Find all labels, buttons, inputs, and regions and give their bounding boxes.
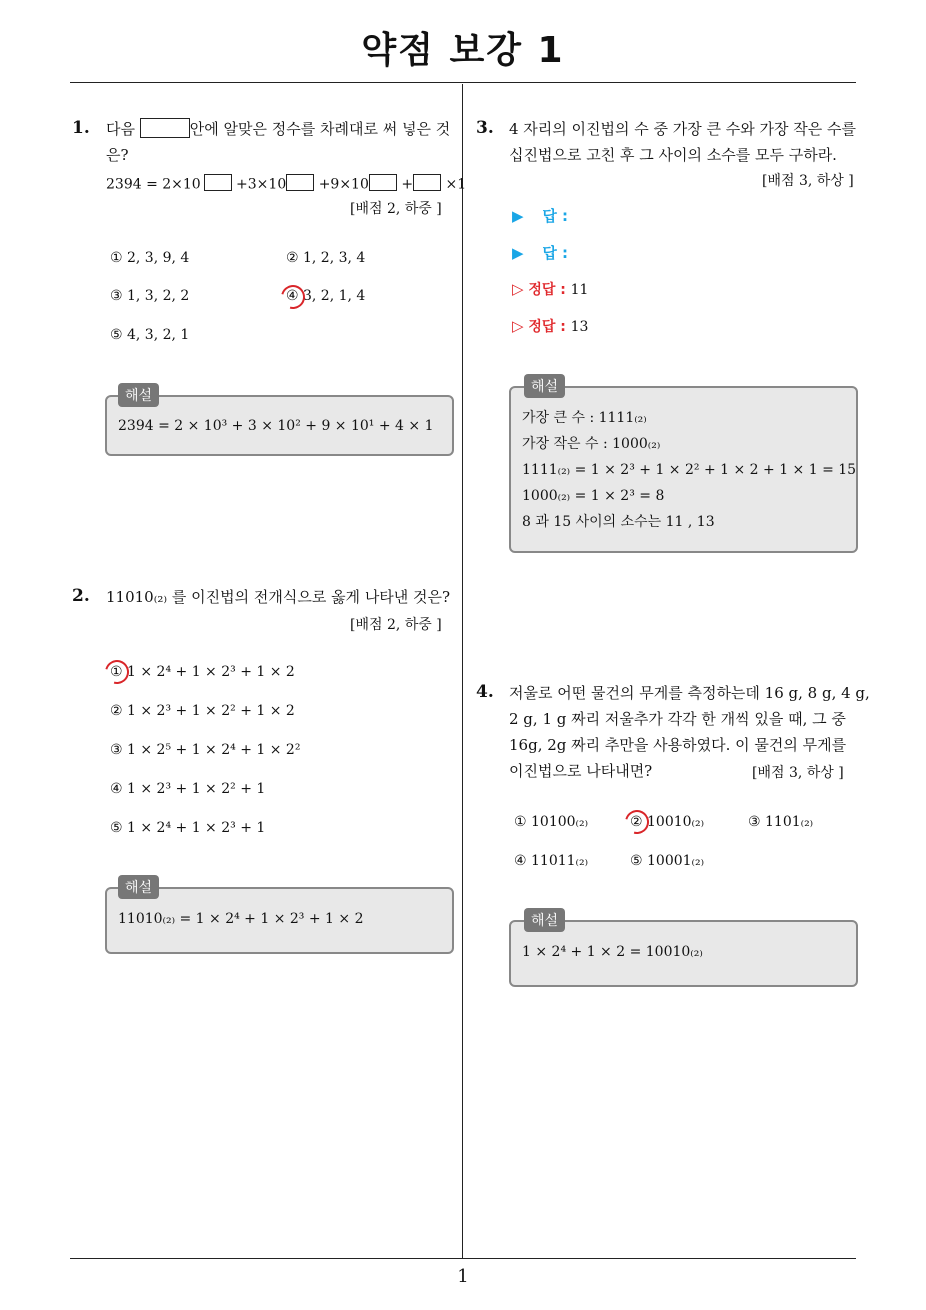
- question-text-cont: 이진법으로 나타내면?: [509, 762, 653, 780]
- question-number: 2.: [72, 586, 90, 606]
- option-5[interactable]: ⑤ 10001₍₂₎: [630, 853, 705, 869]
- question-text-cont: 2 g, 1 g 짜리 저울추가 각각 한 개씩 있을 때, 그 중: [509, 710, 846, 728]
- play-outline-icon: ▷: [512, 280, 524, 298]
- correct-answer-value: 13: [570, 319, 589, 335]
- option-3[interactable]: ③ 1101₍₂₎: [748, 814, 814, 830]
- explanation-text: 11010₍₂₎ = 1 × 2⁴ + 1 × 2³ + 1 × 2: [118, 911, 364, 927]
- explanation-tag: 해설: [118, 875, 159, 899]
- play-icon: ▶: [512, 244, 524, 262]
- option-4[interactable]: ④ 3, 2, 1, 4: [286, 288, 366, 304]
- selected-answer-circle: [101, 656, 134, 689]
- option-2[interactable]: ② 1, 2, 3, 4: [286, 250, 366, 266]
- blank-box: [413, 174, 441, 191]
- explanation-tag: 해설: [118, 383, 159, 407]
- page-number: 1: [457, 1266, 469, 1287]
- explanation-line: 1111₍₂₎ = 1 × 2³ + 1 × 2² + 1 × 2 + 1 × 1 = 15: [522, 462, 857, 478]
- question-text: 다음 안에 알맞은 정수를 차례대로 써 넣은 것: [106, 120, 451, 138]
- play-icon: ▶: [512, 207, 524, 225]
- option-3[interactable]: ③ 1, 3, 2, 2: [110, 288, 190, 304]
- correct-answer-row: [512, 279, 588, 299]
- explanation-text: 1 × 2⁴ + 1 × 2 = 10010₍₂₎: [522, 944, 703, 960]
- option-5[interactable]: ⑤ 1 × 2⁴ + 1 × 2³ + 1: [110, 820, 266, 836]
- selected-answer-circle: [621, 806, 654, 839]
- question-text-cont: 16g, 2g 짜리 추만을 사용하였다. 이 물건의 무게를: [509, 736, 847, 754]
- option-5[interactable]: ⑤ 4, 3, 2, 1: [110, 327, 190, 343]
- correct-answer-label: 정답 :: [528, 319, 566, 335]
- blank-box: [204, 174, 232, 191]
- question-text-cont: 십진법으로 고친 후 그 사이의 소수를 모두 구하라.: [509, 146, 837, 164]
- column-divider: [462, 84, 463, 1258]
- play-outline-icon: ▷: [512, 317, 524, 335]
- question-number: 4.: [476, 682, 494, 702]
- correct-answer-value: 11: [570, 282, 589, 298]
- explanation-tag: 해설: [524, 908, 565, 932]
- question-formula: 2394 = 2×10 +3×10 +9×10 + ×1: [106, 168, 466, 198]
- blank-box: [140, 118, 190, 138]
- explanation-line: 가장 작은 수 : 1000₍₂₎: [522, 436, 661, 452]
- question-text-cont: 은?: [106, 146, 129, 164]
- question-text: 저울로 어떤 물건의 무게를 측정하는데 16 g, 8 g, 4 g,: [509, 684, 870, 702]
- question-text: 11010₍₂₎ 를 이진법의 전개식으로 옳게 나타낸 것은?: [106, 588, 451, 606]
- option-2[interactable]: ② 1 × 2³ + 1 × 2² + 1 × 2: [110, 703, 295, 719]
- option-4[interactable]: ④ 1 × 2³ + 1 × 2² + 1: [110, 781, 266, 797]
- answer-row[interactable]: [512, 242, 568, 263]
- option-4[interactable]: ④ 11011₍₂₎: [514, 853, 589, 869]
- option-1[interactable]: ① 2, 3, 9, 4: [110, 250, 190, 266]
- option-1[interactable]: ① 1 × 2⁴ + 1 × 2³ + 1 × 2: [110, 664, 295, 680]
- explanation-line: 1000₍₂₎ = 1 × 2³ = 8: [522, 488, 665, 504]
- option-1[interactable]: ① 10100₍₂₎: [514, 814, 589, 830]
- option-2[interactable]: ② 10010₍₂₎: [630, 814, 705, 830]
- blank-box: [286, 174, 314, 191]
- score-label: [배점 3, 하상 ]: [762, 173, 854, 189]
- bottom-rule: [70, 1258, 856, 1259]
- answer-row[interactable]: [512, 205, 568, 226]
- explanation-line: 8 과 15 사이의 소수는 11 , 13: [522, 514, 715, 530]
- score-label: [배점 2, 하중 ]: [350, 201, 442, 217]
- correct-answer-label: 정답 :: [528, 282, 566, 298]
- option-3[interactable]: ③ 1 × 2⁵ + 1 × 2⁴ + 1 × 2²: [110, 742, 301, 758]
- explanation-tag: 해설: [524, 374, 565, 398]
- explanation-text: 2394 = 2 × 10³ + 3 × 10² + 9 × 10¹ + 4 × 1: [118, 418, 434, 434]
- question-number: 3.: [476, 118, 494, 138]
- explanation-line: 가장 큰 수 : 1111₍₂₎: [522, 410, 647, 426]
- top-rule: [70, 82, 856, 83]
- question-number: 1.: [72, 118, 90, 138]
- answer-label: 답 :: [542, 244, 569, 262]
- answer-label: 답 :: [542, 207, 569, 225]
- score-label: [배점 2, 하중 ]: [350, 617, 442, 633]
- page-title: 약점 보강 1: [361, 30, 565, 71]
- blank-box: [369, 174, 397, 191]
- correct-answer-row: [512, 316, 588, 336]
- selected-answer-circle: [277, 281, 310, 314]
- question-text: 4 자리의 이진법의 수 중 가장 큰 수와 가장 작은 수를: [509, 120, 857, 138]
- score-label: [배점 3, 하상 ]: [752, 765, 844, 781]
